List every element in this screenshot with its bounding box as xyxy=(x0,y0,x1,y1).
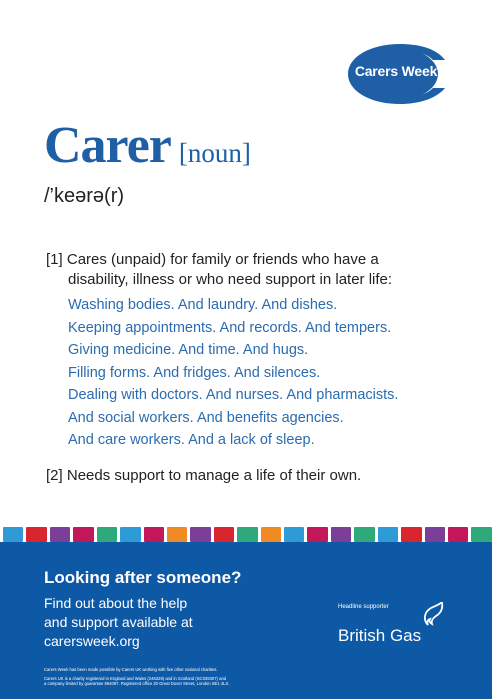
definition-1 xyxy=(46,250,392,290)
color-strip-segment xyxy=(425,527,445,542)
color-strip-segment xyxy=(354,527,374,542)
color-strip xyxy=(0,527,492,542)
color-strip-segment xyxy=(261,527,281,542)
definition-1-line-2: disability, illness or who need support in later life: xyxy=(68,271,393,288)
color-strip-segment xyxy=(26,527,46,542)
pronunciation: /’keərə(r) xyxy=(44,185,125,207)
logo-text: Carers Week xyxy=(354,63,438,79)
color-strip-segment xyxy=(307,527,327,542)
small-print-3: a company limited by guarantee 864097. Registered office 20 Great Dover Street, London SE1 4LX. xyxy=(44,681,230,686)
example-line: And care workers. And a lack of sleep. xyxy=(68,432,315,448)
example-line: Dealing with doctors. And nurses. And pharmacists. xyxy=(68,387,399,403)
definition-2-number: [2] xyxy=(46,467,63,484)
color-strip-segment xyxy=(120,527,140,542)
example-line: Filling forms. And fridges. And silences. xyxy=(68,364,321,381)
color-strip-segment xyxy=(144,527,164,542)
definition-2-text: Needs support to manage a life of their own. xyxy=(66,467,362,484)
footer-line-2: and support available at xyxy=(44,614,193,630)
color-strip-segment xyxy=(167,527,187,542)
definition-1-examples xyxy=(68,294,398,452)
footer-title: Looking after someone? xyxy=(44,568,242,587)
footer-website-link[interactable]: carersweek.org xyxy=(44,633,140,649)
definition-1-text: Cares (unpaid) for family or friends who have a xyxy=(66,251,379,268)
footer-line-1: Find out about the help xyxy=(44,595,188,611)
definition-2 xyxy=(46,466,361,486)
color-strip-segment xyxy=(73,527,93,542)
example-line: And social workers. And benefits agencies. xyxy=(68,409,344,426)
example-line: Washing bodies. And laundry. And dishes. xyxy=(68,297,338,313)
color-strip-segment xyxy=(378,527,398,542)
color-strip-segment xyxy=(190,527,210,542)
headword xyxy=(44,116,251,175)
color-strip-segment xyxy=(448,527,468,542)
color-strip-segment xyxy=(50,527,70,542)
definition-1-line-1 xyxy=(46,250,392,270)
color-strip-segment xyxy=(3,527,23,542)
small-print-2: Carers UK is a charity registered in England and Wales (246329) and in Scotland (SC039307) and xyxy=(44,676,227,681)
headword-term: Carer xyxy=(44,117,171,174)
color-strip-segment xyxy=(97,527,117,542)
example-line: Giving medicine. And time. And hugs. xyxy=(68,342,309,358)
color-strip-segment xyxy=(214,527,234,542)
color-strip-segment xyxy=(401,527,421,542)
british-gas-flame-icon xyxy=(422,602,444,626)
definition-1-number: [1] xyxy=(46,251,63,268)
part-of-speech: [noun] xyxy=(178,138,251,168)
small-print-1: Carers Week has been made possible by Carers UK working with five other national charities. xyxy=(44,667,218,672)
color-strip-segment xyxy=(331,527,351,542)
color-strip-segment xyxy=(237,527,257,542)
color-strip-segment xyxy=(284,527,304,542)
british-gas-logo: British Gas xyxy=(338,626,422,645)
color-strip-segment xyxy=(471,527,491,542)
footer-banner xyxy=(0,542,492,699)
example-line: Keeping appointments. And records. And tempers. xyxy=(68,319,392,336)
sponsor-label: Headline supporter xyxy=(338,604,389,610)
carers-week-logo xyxy=(348,44,448,104)
